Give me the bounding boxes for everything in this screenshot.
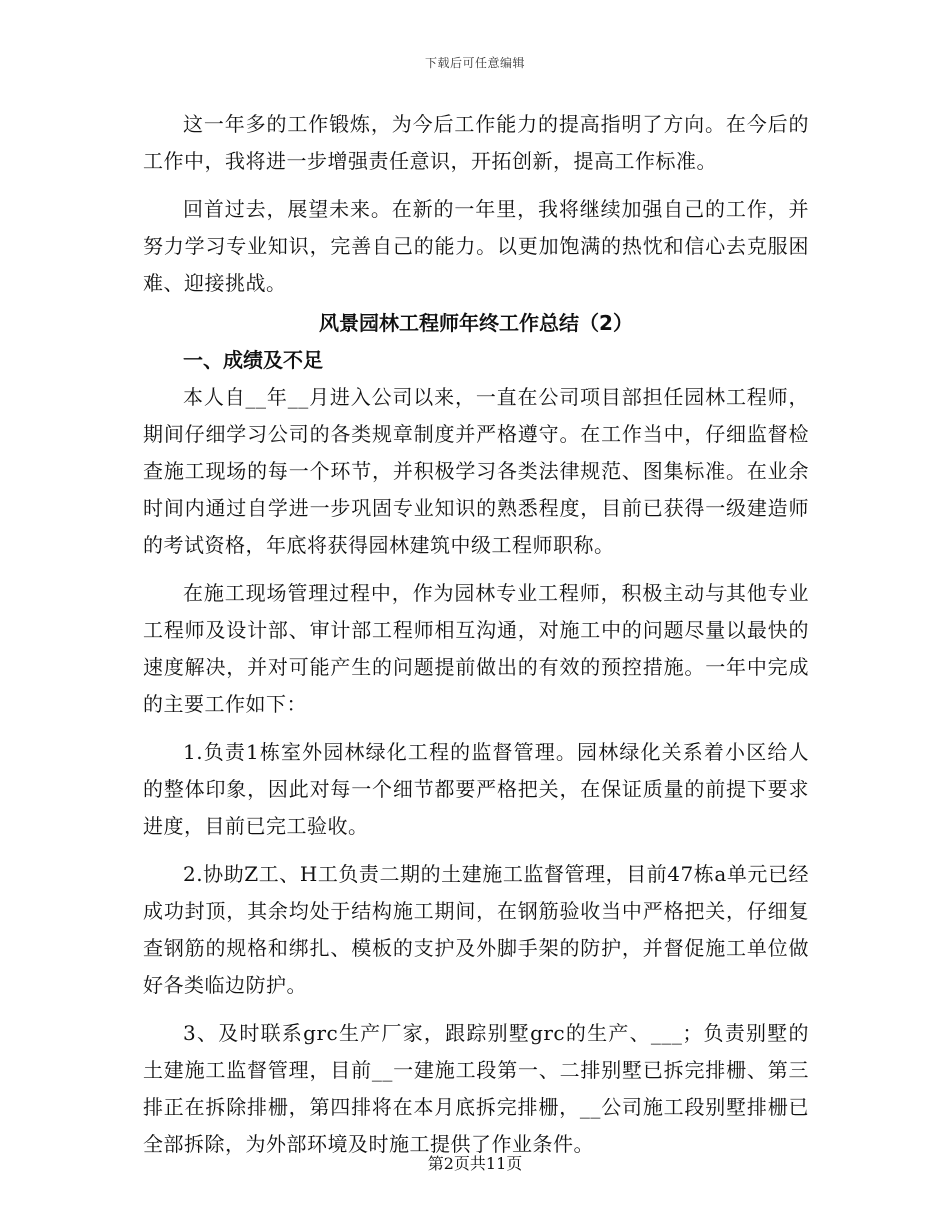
paragraph-gap <box>143 564 809 575</box>
section-title: 风景园林工程师年终工作总结（2） <box>319 311 633 335</box>
sub-heading-1: 一、成绩及不足 <box>183 348 323 372</box>
paragraph-gap <box>143 723 809 734</box>
paragraph-2: 回首过去，展望未来。在新的一年里，我将继续加强自己的工作，并努力学习专业知识，完善自己的能力。以更加饱满的热忱和信心去克服困难、迎接挑战。 <box>143 197 809 295</box>
document-body <box>143 106 809 1163</box>
paragraph-7: 3、及时联系grc生产厂家，跟踪别墅grc的生产、___；负责别墅的土建施工监督管理，目前__一建施工段第一、二排别墅已拆完排栅、第三排正在拆除排栅，第四排将在本月底拆完排栅，__公司施工段别墅排栅已全部拆除，为外部环境及时施工提供了作业条件。 <box>143 1021 809 1156</box>
paragraph-gap <box>143 180 809 191</box>
paragraph-gap <box>143 1004 809 1015</box>
paragraph-1: 这一年多的工作锻炼，为今后工作能力的提高指明了方向。在今后的工作中，我将进一步增强责任意识，开拓创新，提高工作标准。 <box>143 112 809 173</box>
paragraph-6: 2.协助Z工、H工负责二期的土建施工监督管理，目前47栋a单元已经成功封顶，其余均处于结构施工期间，在钢筋验收当中严格把关，仔细复查钢筋的规格和绑扎、模板的支护及外脚手架的防护，并督促施工单位做好各类临边防护。 <box>143 862 809 997</box>
paragraph-5: 1.负责1栋室外园林绿化工程的监督管理。园林绿化关系着小区给人的整体印象，因此对每一个细节都要严格把关，在保证质量的前提下要求进度，目前已完工验收。 <box>143 740 809 838</box>
paragraph-3: 本人自__年__月进入公司以来，一直在公司项目部担任园林工程师，期间仔细学习公司的各类规章制度并严格遵守。在工作当中，仔细监督检查施工现场的每一个环节，并积极学习各类法律规范、图集标准。在业余时间内通过自学进一步巩固专业知识的熟悉程度，目前已获得一级建造师的考试资格，年底将获得园林建筑中级工程师职称。 <box>143 385 809 557</box>
paragraph-gap <box>143 845 809 856</box>
page-number: 第2页共11页 <box>427 1154 523 1173</box>
page-header-note: 下载后可任意编辑 <box>424 56 525 70</box>
paragraph-4: 在施工现场管理过程中，作为园林专业工程师，积极主动与其他专业工程师及设计部、审计部工程师相互沟通，对施工中的问题尽量以最快的速度解决，并对可能产生的问题提前做出的有效的预控措施。一年中完成的主要工作如下： <box>143 581 809 716</box>
